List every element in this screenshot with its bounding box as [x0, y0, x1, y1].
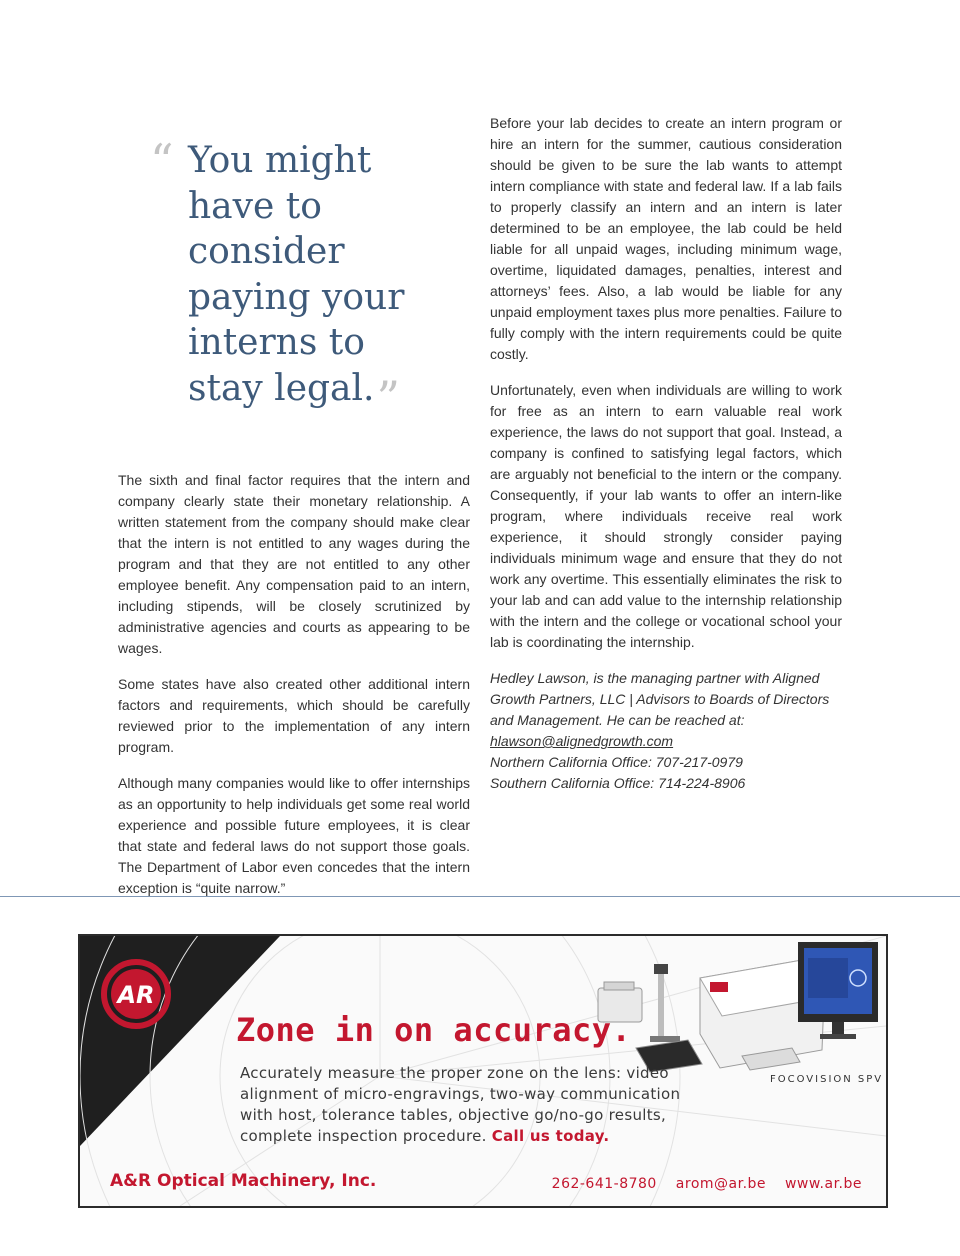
contact-info	[538, 1176, 862, 1192]
paragraph: The sixth and final factor requires that the intern and company clearly state their monetary relationship. A written statement from the company should make clear that the intern is not entitled to any wages during the program and that they are not entitled to any other employee benefit. Any compensation paid to an intern, including stipends, will be closely scrutinized by administrative agencies and courts as appearing to be wages.	[118, 472, 470, 656]
article-column-left	[118, 470, 470, 914]
advertisement[interactable]	[78, 934, 888, 1208]
product-name: FOCOVISION SPV	[770, 1074, 884, 1085]
paragraph: Some states have also created other additional intern factors and requirements, which should be carefully reviewed prior to the implementation of any intern program.	[118, 676, 470, 755]
close-quote-mark: ”	[376, 370, 400, 425]
ad-body-text: Accurately measure the proper zone on the lens: video alignment of micro-engravings, two-way communication with host, tolerance tables, objective go/no-go results, complete inspection procedure.	[240, 1064, 681, 1145]
pull-quote-line-last	[188, 366, 450, 425]
logo-text: AR	[117, 981, 155, 1009]
bio-intro: Hedley Lawson, is the managing partner with Aligned Growth Partners, LLC | Advisors to Boards of Directors and Management. He can be reached at:	[490, 670, 830, 728]
paragraph: Although many companies would like to offer internships as an opportunity to help individuals get some real world experience and possible future employees, it is clear that state and federal laws do not support those goals. The Department of Labor even concedes that the intern exception is “quite narrow.”	[118, 775, 470, 896]
author-email-link[interactable]: hlawson@alignedgrowth.com	[490, 733, 674, 749]
pull-quote-line: stay legal.	[188, 367, 375, 409]
pull-quote-line: have to	[188, 185, 322, 227]
website-link[interactable]: www.ar.be	[784, 1176, 862, 1192]
email-link[interactable]: arom@ar.be	[675, 1176, 767, 1192]
paragraph: Unfortunately, even when individuals are willing to work for free as an intern to earn valuable real work experience, the laws do not support that goal. Instead, a company is confined to satisfying legal factors, which are arguably not beneficial to the intern or the company. Consequently, if your lab wants to offer an intern-like program, where individuals receive real work experience, it should strongly consider paying individuals minimum wage and ensure that they do not work any overtime. This essentially eliminates the risk to your lab and can add value to the internship relationship with the intern and the college or vocational school your lab is coordinating the internship.	[490, 382, 842, 650]
phone-number[interactable]: 262-641-8780	[551, 1176, 657, 1192]
south-office: Southern California Office: 714-224-8906	[490, 775, 746, 791]
section-divider	[0, 896, 960, 897]
call-to-action: Call us today.	[491, 1127, 610, 1145]
pull-quote-line: paying your	[188, 276, 405, 318]
pull-quote-line: consider	[188, 231, 345, 272]
open-quote-mark: “	[150, 134, 174, 188]
company-name: A&R Optical Machinery, Inc.	[110, 1171, 377, 1191]
ad-headline: Zone in on accuracy.	[236, 1011, 632, 1049]
pull-quote-line: You might	[188, 140, 372, 181]
pull-quote	[150, 134, 450, 425]
article-column-right	[490, 113, 842, 794]
north-office: Northern California Office: 707-217-0979	[490, 754, 743, 770]
paragraph: Before your lab decides to create an intern program or hire an intern for the summer, cautious consideration should be given to be sure the lab wants to attempt intern compliance with state and federal law. If a lab fails to properly classify an intern and an intern is later determined to be an employee, the lab could be held liable for all unpaid wages, including minimum wage, overtime, liquidated damages, penalties, interest and attorneys’ fees. Also, a lab would be liable for any unpaid employment taxes plus more penalties. Failure to fully comply with the intern requirements could be quite costly.	[490, 115, 842, 362]
author-bio	[490, 668, 842, 794]
ar-logo-icon	[96, 956, 176, 1036]
pull-quote-line: interns to	[188, 322, 365, 363]
ad-body	[240, 1063, 710, 1147]
